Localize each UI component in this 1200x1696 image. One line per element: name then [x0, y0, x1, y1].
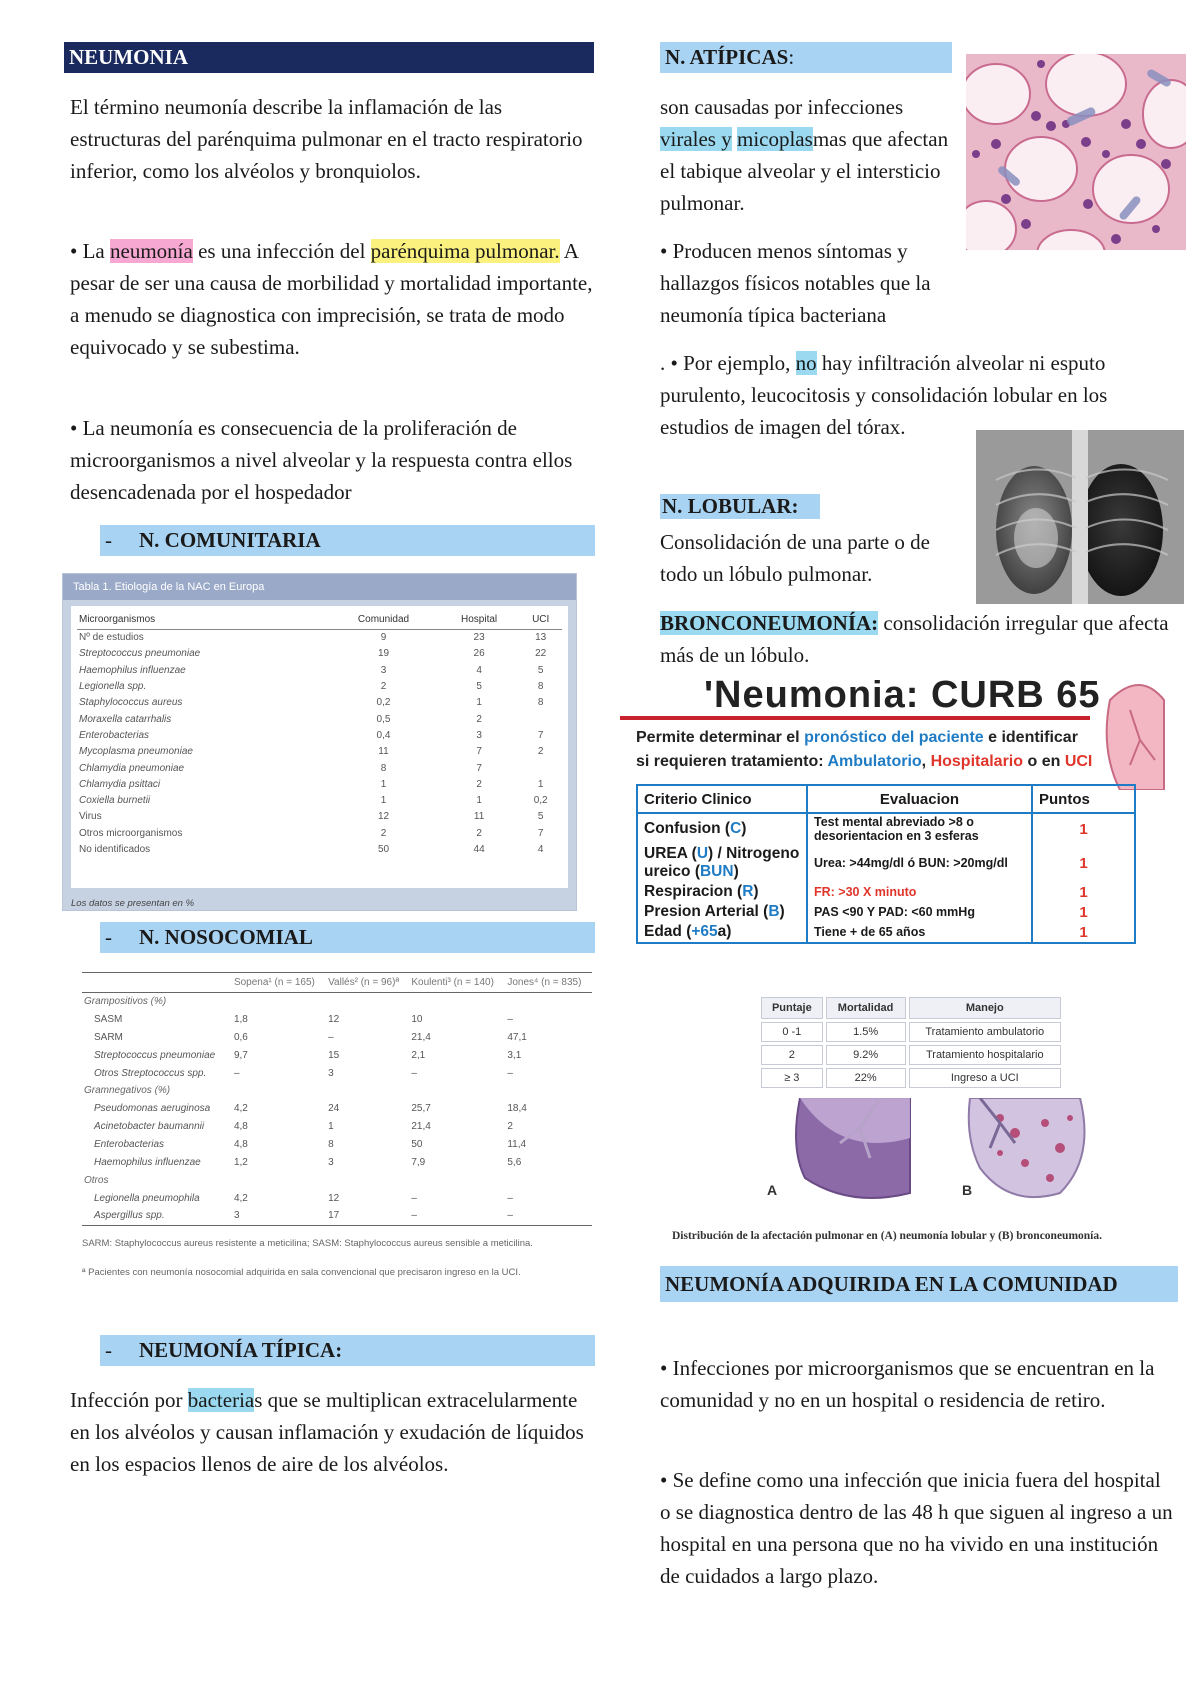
heading-text: NEUMONÍA ADQUIRIDA EN LA COMUNIDAD: [665, 1272, 1118, 1296]
value-cell: –: [507, 1192, 513, 1204]
value-cell: –: [233, 1067, 240, 1079]
value-cell: 4,8: [233, 1121, 248, 1133]
highlight-parenquima: parénquima pulmonar.: [370, 239, 560, 263]
value-cell: 19: [377, 648, 390, 660]
table-row: [82, 1028, 592, 1046]
value-cell: [326, 1082, 409, 1100]
table-header-cell: Comunidad: [328, 612, 439, 630]
organism-cell: Aspergillus spp.: [82, 1207, 232, 1225]
mortality-cell: 1.5%: [826, 1022, 906, 1042]
value-cell: 8: [537, 697, 544, 709]
mortality-row: [761, 1068, 1061, 1088]
label-b: B: [962, 1182, 973, 1198]
value-cell: –: [328, 1031, 334, 1043]
text: ): [753, 883, 759, 900]
value-cell: –: [507, 1013, 513, 1025]
value-cell: 1: [328, 1121, 334, 1133]
value-cell: –: [411, 1067, 417, 1079]
value-cell: 18,4: [507, 1103, 527, 1115]
dash: -: [105, 1338, 112, 1362]
value-cell: [232, 993, 326, 1011]
value-cell: 2: [537, 746, 544, 758]
text: UREA (: [644, 845, 697, 862]
table-header-cell: Microorganismos: [77, 612, 328, 630]
heading-bronconeumonia: BRONCONEUMONÍA:: [660, 611, 879, 635]
curb-header-cell: Evaluacion: [807, 785, 1032, 813]
table-header-cell: Hospital: [439, 612, 520, 630]
evaluation-cell: PAS <90 Y PAD: <60 mmHg: [807, 902, 1032, 922]
mortality-cell: 2: [761, 1045, 823, 1065]
dash: -: [105, 528, 112, 552]
table-row: [82, 1154, 592, 1172]
table-row: [82, 1207, 592, 1225]
table-row: [82, 993, 592, 1011]
value-cell: 15: [328, 1049, 340, 1061]
section-heading-comunitaria: [100, 525, 595, 556]
value-cell: [409, 993, 505, 1011]
heading-text: N. NOSOCOMIAL: [139, 925, 313, 949]
value-cell: 26: [473, 648, 485, 660]
value-cell: 5,6: [507, 1156, 522, 1168]
heading-colon: :: [788, 45, 795, 69]
organism-cell: Acinetobacter baumannii: [94, 1121, 205, 1133]
text: mas que afectan el tabique alveolar y el intersticio pulmonar.: [660, 127, 949, 215]
chest-xray-image: [976, 430, 1184, 604]
text: Permite determinar el: [636, 729, 805, 746]
value-cell: 5: [476, 681, 482, 693]
paragraph-atipicas-sintomas: • Producen menos síntomas y hallazgos físicos notables que la neumonía típica bacteriana: [660, 239, 931, 327]
table-row: [82, 1046, 592, 1064]
section-heading-nac: [660, 1266, 1178, 1302]
text: Infección por: [70, 1388, 188, 1412]
value-cell: 12: [328, 1013, 340, 1025]
value-cell: 2: [507, 1121, 513, 1133]
table-note-sarm: SARM: Staphylococcus aureus resistente a meticilina; SASM: Staphylococcus aureus sensible a meticilina.: [82, 1237, 533, 1249]
value-cell: 3: [232, 1207, 326, 1225]
organism-cell: Legionella spp.: [79, 681, 147, 693]
criterion-letter: C: [730, 820, 742, 837]
criterion-cell: [637, 902, 807, 922]
group-label: Grampositivos (%): [84, 996, 167, 1008]
highlight-micoplas: micoplas: [736, 127, 813, 151]
mortality-table: [758, 994, 1064, 1091]
text: Presion Arterial (: [644, 903, 769, 920]
criterion-cell: [637, 844, 807, 882]
intro-paragraph: El término neumonía describe la inflamación de las estructuras del parénquima pulmonar en el tracto respiratorio inferior, como los alvéolos y bronquiolos.: [70, 95, 583, 183]
organism-cell: Streptococcus pneumoniae: [79, 648, 201, 660]
organism-cell: Coxiella burnetii: [79, 795, 151, 807]
criterion-letter: B: [768, 903, 780, 920]
table-row: [77, 695, 562, 711]
table-row: [77, 825, 562, 841]
value-cell: 3,1: [507, 1049, 522, 1061]
points-cell: 1: [1032, 844, 1135, 882]
label-a: A: [767, 1182, 778, 1198]
value-cell: 10: [411, 1013, 423, 1025]
table-row: [82, 1171, 592, 1189]
table-row: [77, 809, 562, 825]
text: ) / Nitrogeno ureico (: [644, 845, 800, 880]
value-cell: 7,9: [411, 1156, 426, 1168]
value-cell: [409, 1171, 505, 1189]
evaluation-cell: FR: >30 X minuto: [807, 882, 1032, 902]
criterion-cell: [637, 882, 807, 902]
text: • La: [70, 239, 111, 263]
value-cell: [519, 760, 562, 776]
organism-cell: Chlamydia psittaci: [79, 778, 161, 790]
organism-cell: Chlamydia pneumoniae: [79, 762, 185, 774]
curb-row: [637, 902, 1135, 922]
curb-row: [637, 922, 1135, 943]
value-cell: 24: [328, 1103, 340, 1115]
value-cell: 2,1: [411, 1049, 426, 1061]
value-cell: 3: [476, 729, 482, 741]
text: . • Por ejemplo,: [660, 351, 796, 375]
table-row: [77, 630, 562, 646]
organism-cell: Otros microorganismos: [79, 827, 183, 839]
value-cell: –: [409, 1207, 505, 1225]
heading-text: NEUMONIA: [69, 45, 188, 69]
text: e identificar: [983, 729, 1078, 746]
curb-title: 'Neumonia: CURB 65: [704, 680, 1101, 716]
text: ): [741, 820, 747, 837]
value-cell: 1,8: [233, 1013, 248, 1025]
table-header-cell: UCI: [519, 612, 562, 630]
value-cell: 50: [377, 844, 390, 855]
table-row: [82, 1010, 592, 1028]
value-cell: 11: [473, 811, 485, 823]
organism-cell: Staphylococcus aureus: [79, 697, 183, 709]
mortality-cell: 0 -1: [761, 1022, 823, 1042]
value-cell: 1: [476, 697, 482, 709]
value-cell: 50: [411, 1139, 423, 1151]
value-cell: 0,5: [376, 713, 391, 725]
mortality-row: [761, 1045, 1061, 1065]
value-cell: 23: [473, 632, 485, 644]
value-cell: 8: [380, 762, 387, 774]
value-cell: [519, 711, 562, 727]
value-cell: 9: [380, 632, 387, 644]
value-cell: 17: [326, 1207, 409, 1225]
section-heading-tipica: [100, 1335, 595, 1366]
value-cell: 44: [473, 844, 485, 855]
value-cell: [505, 1171, 592, 1189]
lung-icon: [1100, 680, 1168, 790]
heading-text: NEUMONÍA TÍPICA:: [139, 1338, 343, 1362]
heading-text: N. LOBULAR:: [662, 494, 799, 518]
criterion-letter: +65: [691, 923, 718, 940]
value-cell: 4: [537, 844, 544, 855]
text: Confusion (: [644, 820, 731, 837]
paragraph-atipicas-causas: [660, 91, 960, 219]
paragraph-infeccion: [70, 235, 595, 363]
table-row: [77, 841, 562, 857]
paragraph-bronconeumonia: [660, 607, 1180, 671]
mortality-cell: Ingreso a UCI: [909, 1068, 1061, 1088]
highlight-virales: virales y: [660, 127, 732, 151]
table-row: [77, 662, 562, 678]
value-cell: 0,2: [533, 795, 548, 807]
table-row: [82, 1064, 592, 1082]
text: A pesar de ser una causa de morbilidad y mortalidad importante, a menudo se diagnostica con imprecisión, se trata de modo equivocado y se subestima.: [70, 239, 593, 359]
value-cell: 9,7: [233, 1049, 248, 1061]
table-note-uci: ª Pacientes con neumonía nosocomial adquirida en sala convencional que precisaron ingreso en la UCI.: [82, 1266, 521, 1278]
organism-cell: Mycoplasma pneumoniae: [79, 746, 193, 758]
paragraph-proliferacion: • La neumonía es consecuencia de la proliferación de microorganismos a nivel alveolar y la respuesta contra ellos desencadenada por el hospedador: [70, 416, 573, 504]
value-cell: 2: [380, 681, 387, 693]
value-cell: 47,1: [507, 1031, 527, 1043]
text: consolidación irregular que afecta más de un lóbulo.: [660, 611, 1169, 667]
text: Respiracion (: [644, 883, 743, 900]
table-footnote: Los datos se presentan en %: [71, 898, 195, 909]
mortality-cell: 9.2%: [826, 1045, 906, 1065]
value-cell: 2: [476, 827, 482, 839]
value-cell: 1: [537, 778, 544, 790]
mortality-cell: Tratamiento ambulatorio: [909, 1022, 1061, 1042]
table-row: [77, 727, 562, 743]
text-ambulatorio: Ambulatorio: [827, 753, 922, 770]
evaluation-cell: Tiene + de 65 años: [807, 922, 1032, 943]
value-cell: 1: [380, 795, 387, 807]
value-cell: 11: [378, 746, 389, 758]
paragraph-nac-infecciones: • Infecciones por microorganismos que se encuentran en la comunidad y no en un hospital o residencia de retiro.: [660, 1356, 1155, 1412]
value-cell: 3: [328, 1156, 334, 1168]
organism-cell: Legionella pneumophila: [94, 1192, 200, 1204]
text: ): [733, 863, 739, 880]
organism-cell: No identificados: [79, 844, 151, 855]
evaluation-cell: Test mental abreviado >8 o desorientacion en 3 esferas: [807, 813, 1032, 844]
organism-cell: Nº de estudios: [79, 632, 144, 644]
value-cell: 1: [476, 795, 482, 807]
value-cell: 3: [380, 664, 387, 676]
curb-row: [637, 882, 1135, 902]
points-cell: 1: [1032, 902, 1135, 922]
points-cell: 1: [1032, 882, 1135, 902]
organism-cell: Moraxella catarrhalis: [79, 713, 172, 725]
value-cell: 0,4: [376, 729, 391, 741]
text: hay infiltración alveolar ni esputo purulento, leucocitosis y consolidación lobular en los estudios de imagen del tórax.: [660, 351, 1108, 439]
value-cell: 21,4: [411, 1121, 431, 1133]
text: ): [779, 903, 785, 920]
value-cell: 4: [476, 664, 482, 676]
value-cell: 2: [476, 778, 482, 790]
mortality-cell: 22%: [826, 1068, 906, 1088]
value-cell: 1: [380, 778, 387, 790]
table-row: [77, 776, 562, 792]
curb65-infographic: [620, 680, 1168, 992]
paragraph-atipicas-ejemplo: [660, 347, 1160, 443]
text: o en: [1023, 753, 1065, 770]
curb-header-cell: Criterio Clinico: [637, 785, 807, 813]
table-header-cell: Jones⁴ (n = 835): [505, 973, 592, 993]
figure-caption: Distribución de la afectación pulmonar en (A) neumonía lobular y (B) bronconeumonía.: [672, 1230, 1103, 1242]
value-cell: 1,2: [233, 1156, 248, 1168]
table-title: Tabla 1. Etiología de la NAC en Europa: [63, 574, 576, 600]
value-cell: 5: [537, 664, 544, 676]
table-header-cell: [82, 973, 232, 993]
value-cell: 12: [328, 1192, 340, 1204]
etiology-table-nac: [62, 573, 577, 911]
text: ,: [921, 753, 931, 770]
text: si requieren tratamiento:: [636, 753, 828, 770]
alveoli-illustration: [966, 54, 1186, 250]
table-row: [82, 1082, 592, 1100]
value-cell: 5: [537, 811, 544, 823]
text: a): [717, 923, 732, 940]
mortality-header-cell: Mortalidad: [826, 997, 906, 1019]
paragraph-lobular: Consolidación de una parte o de todo un lóbulo pulmonar.: [660, 530, 931, 586]
value-cell: [326, 1171, 409, 1189]
value-cell: 2: [380, 827, 387, 839]
value-cell: 3: [328, 1067, 334, 1079]
value-cell: 2: [476, 713, 482, 725]
text-hospitalario: Hospitalario: [930, 753, 1024, 770]
value-cell: 0,6: [233, 1031, 248, 1043]
organism-cell: Enterobacterias: [94, 1139, 165, 1151]
value-cell: 22: [535, 648, 547, 660]
value-cell: 7: [476, 746, 482, 758]
organism-cell: Pseudomonas aeruginosa: [94, 1103, 211, 1115]
value-cell: –: [411, 1192, 417, 1204]
value-cell: –: [507, 1067, 513, 1079]
table-row: [77, 646, 562, 662]
highlight-neumonia: neumonía: [110, 239, 193, 263]
organism-cell: Streptococcus pneumoniae: [94, 1049, 216, 1061]
mortality-header-cell: Manejo: [909, 997, 1061, 1019]
table1-grid: [77, 612, 562, 858]
text: Edad (: [644, 923, 692, 940]
organism-cell: Virus: [79, 811, 102, 823]
value-cell: 7: [537, 827, 544, 839]
organism-cell: SARM: [94, 1031, 123, 1043]
organism-cell: Haemophilus influenzae: [94, 1156, 201, 1168]
value-cell: 11,4: [507, 1139, 527, 1151]
value-cell: 4,8: [233, 1139, 248, 1151]
heading-text: N. ATÍPICAS: [665, 45, 789, 69]
value-cell: [232, 1171, 326, 1189]
section-heading-lobular: [660, 494, 820, 519]
criterion-letter: R: [742, 883, 754, 900]
table-header-cell: Sopena¹ (n = 165): [232, 973, 326, 993]
table-header-cell: Vallés² (n = 96)ª: [326, 973, 409, 993]
curb-row: [637, 844, 1135, 882]
table-row: [77, 760, 562, 776]
organism-cell: SASM: [94, 1013, 123, 1025]
text-uci: UCI: [1064, 753, 1093, 770]
value-cell: [505, 1082, 592, 1100]
points-cell: 1: [1032, 922, 1135, 943]
value-cell: 13: [535, 632, 547, 644]
group-label: Gramnegativos (%): [84, 1085, 171, 1097]
paragraph-tipica: [70, 1384, 595, 1480]
table2-grid: [82, 972, 592, 1226]
value-cell: 12: [377, 811, 390, 823]
organism-cell: Enterobacterias: [79, 729, 150, 741]
value-cell: –: [505, 1207, 592, 1225]
criterion-cell: [637, 813, 807, 844]
title-underline: [620, 716, 1090, 720]
value-cell: [409, 1082, 505, 1100]
organism-cell: Otros Streptococcus spp.: [94, 1067, 207, 1079]
value-cell: 0,2: [376, 697, 391, 709]
curb-subtitle: [636, 726, 1092, 774]
section-heading-atipicas: [660, 42, 952, 73]
mortality-header-cell: Puntaje: [761, 997, 823, 1019]
value-cell: 8: [328, 1139, 334, 1151]
value-cell: 25,7: [411, 1103, 431, 1115]
table-header-cell: Koulenti³ (n = 140): [409, 973, 505, 993]
criterion-cell: [637, 922, 807, 943]
lung-distribution-illustration: [760, 1098, 1110, 1208]
section-heading-neumonia: [64, 42, 594, 73]
text: son causadas por infecciones: [660, 95, 904, 119]
evaluation-cell: Urea: >44mg/dl ó BUN: >20mg/dl: [807, 844, 1032, 882]
table-row: [77, 711, 562, 727]
value-cell: 4,2: [233, 1103, 248, 1115]
text-blue: pronóstico del paciente: [804, 729, 984, 746]
mortality-cell: ≥ 3: [761, 1068, 823, 1088]
criterion-letter: U: [696, 845, 709, 862]
table-row: [82, 1136, 592, 1154]
table-row: [77, 678, 562, 694]
mortality-row: [761, 1022, 1061, 1042]
value-cell: [232, 1082, 326, 1100]
points-cell: 1: [1032, 813, 1135, 844]
table-row: [77, 792, 562, 808]
table-row: [82, 1118, 592, 1136]
criterion-letter: BUN: [699, 863, 734, 880]
value-cell: [326, 993, 409, 1011]
curb-row: [637, 813, 1135, 844]
curb-header-cell: Puntos: [1032, 785, 1135, 813]
text: s que se multiplican extracelularmente en los alvéolos y causan inflamación y exudación de líquidos en los espacios llenos de aire de los alvéolos.: [70, 1388, 584, 1476]
value-cell: 21,4: [411, 1031, 431, 1043]
value-cell: 7: [476, 762, 482, 774]
group-label: Otros: [84, 1174, 109, 1186]
highlight-no: no: [795, 351, 817, 375]
table-row: [77, 744, 562, 760]
value-cell: 8: [537, 681, 544, 693]
organism-cell: Haemophilus influenzae: [79, 664, 186, 676]
table-row: [82, 1189, 592, 1207]
nosocomial-table: [82, 972, 592, 1317]
value-cell: [505, 993, 592, 1011]
dash: -: [105, 925, 112, 949]
section-heading-nosocomial: [100, 922, 595, 953]
mortality-cell: Tratamiento hospitalario: [909, 1045, 1061, 1065]
curb-table: [636, 784, 1136, 944]
value-cell: 7: [537, 729, 544, 741]
value-cell: 4,2: [233, 1192, 248, 1204]
text: es una infección del: [192, 239, 371, 263]
highlight-bacteria: bacteria: [187, 1388, 255, 1412]
heading-text: N. COMUNITARIA: [139, 528, 321, 552]
table-row: [82, 1100, 592, 1118]
paragraph-nac-definicion: • Se define como una infección que inicia fuera del hospital o se diagnostica dentro de las 48 h que siguen al ingreso a un hospital en una persona que no ha vivido en una institución de cuidados a largo plazo.: [660, 1468, 1173, 1588]
